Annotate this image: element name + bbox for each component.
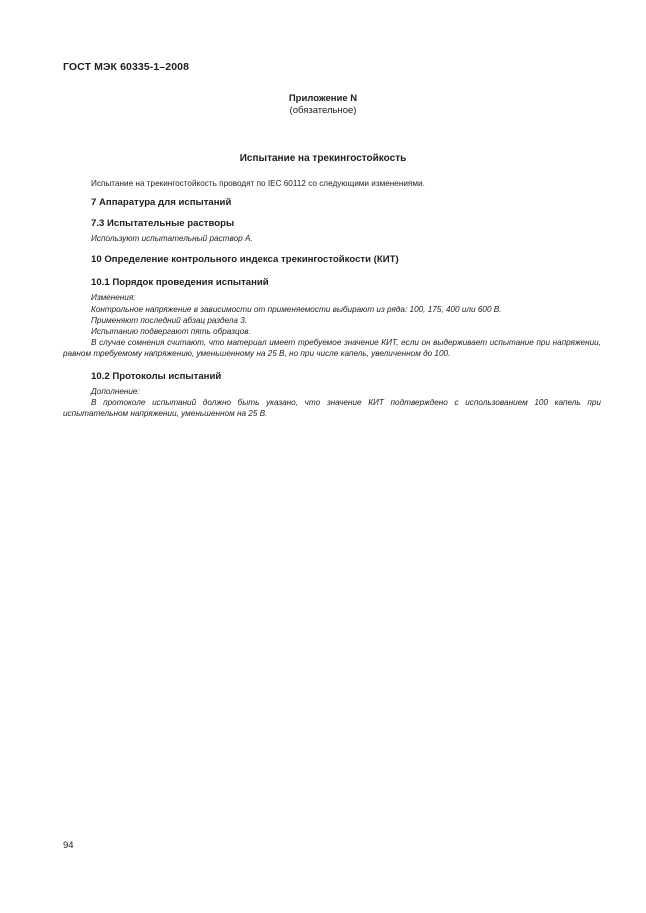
appendix-title: Приложение N [288,93,358,104]
section-10-heading: 10 Определение контрольного индекса трекингостойкости (КИТ) [91,254,399,266]
section-7-heading: 7 Аппаратура для испытаний [91,197,232,209]
standard-id: ГОСТ МЭК 60335-1–2008 [63,61,190,73]
appendix-status: (обязательное) [289,105,357,116]
page-number: 94 [63,840,74,851]
section-10-1-heading: 10.1 Порядок проведения испытаний [91,277,269,289]
section-10-2-line: Дополнение: [91,386,140,396]
section-10-1-line: Контрольное напряжение в зависимости от применяемости выбирают из ряда: 100, 175, 400 или 600 В. [91,304,502,314]
section-10-1-line: В случае сомнения считают, что материал имеет требуемое значение КИТ, если он выдерживает испытание при напряжении, равном требуемому напряжению, уменьшенному на 25 В, но при числе капель, увеличенном до 100. [63,338,601,359]
section-10-2-line: В протоколе испытаний должно быть указано, что значение КИТ подтверждено с использованием 100 капель при испытательном напряжении, уменьшенном на 25 В. [63,397,601,419]
intro-paragraph: Испытание на трекингостойкость проводят по IEC 60112 со следующими изменениями. [91,179,425,188]
document-body [63,178,601,419]
section-10-1-line: Изменения: [91,293,136,303]
section-10-2-heading: 10.2 Протоколы испытаний [91,370,222,382]
section-7-3-text: Используют испытательный раствор А. [91,234,253,244]
section-10-1-line: Испытанию подвергают пять образцов. [91,327,251,337]
section-10-1-line: Применяют последний абзац раздела 3. [91,315,248,325]
section-title: Испытание на трекингостойкость [239,153,407,164]
appendix-heading [0,93,646,117]
section-7-3-heading: 7.3 Испытательные растворы [91,218,235,230]
